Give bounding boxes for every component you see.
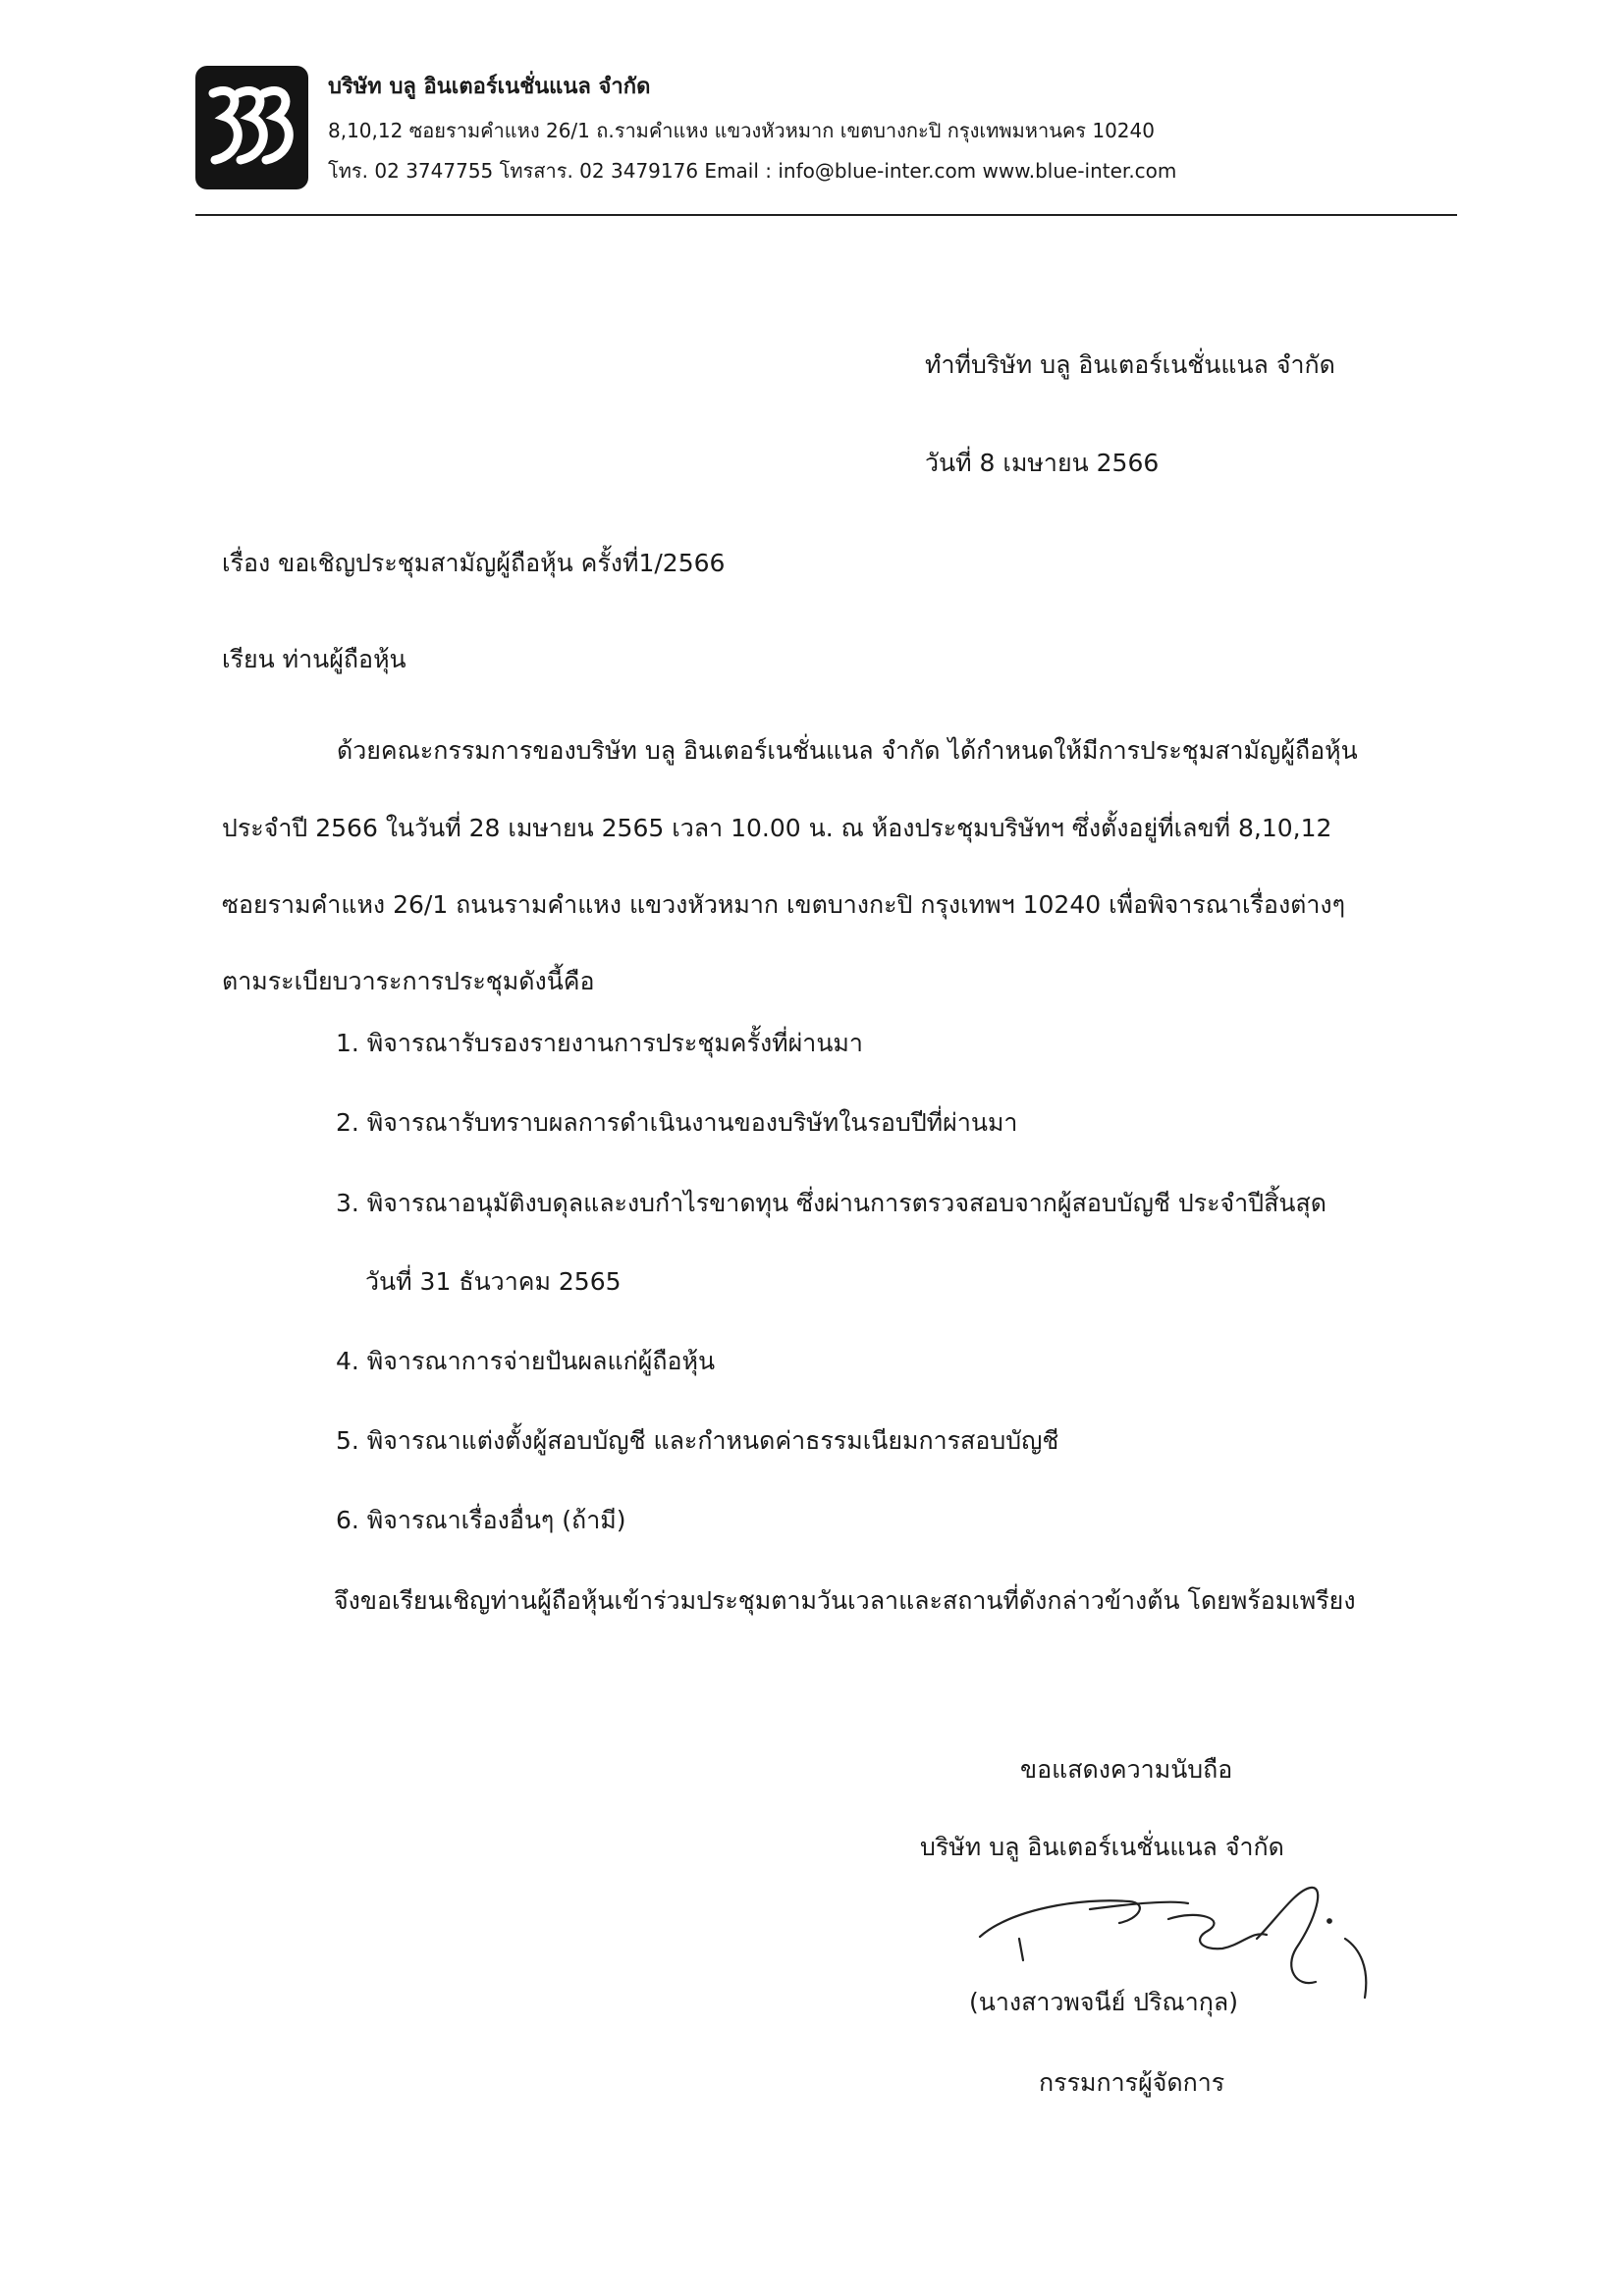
signer-title: กรรมการผู้จัดการ: [1039, 2068, 1225, 2097]
paragraph-line: ด้วยคณะกรรมการของบริษัท บลู อินเตอร์เนชั่นแนล จำกัด ได้กำหนดให้มีการประชุมสามัญผู้ถือหุ้น: [337, 736, 1358, 765]
agenda-item-continuation: วันที่ 31 ธันวาคม 2565: [365, 1267, 622, 1296]
company-name: บริษัท บลู อินเตอร์เนชั่นแนล จำกัด: [328, 75, 651, 99]
agenda-item: 4. พิจารณาการจ่ายปันผลแก่ผู้ถือหุ้น: [336, 1347, 716, 1375]
paragraph-line: ประจำปี 2566 ในวันที่ 28 เมษายน 2565 เวลา 10.00 น. ณ ห้องประชุมบริษัทฯ ซึ่งตั้งอยู่ที่เลขที่ 8,10,12: [222, 814, 1332, 842]
letter-subject: เรื่อง ขอเชิญประชุมสามัญผู้ถือหุ้น ครั้งที่1/2566: [222, 549, 726, 577]
agenda-item: 3. พิจารณาอนุมัติงบดุลและงบกำไรขาดทุน ซึ่งผ่านการตรวจสอบจากผู้สอบบัญชี ประจำปีสิ้นสุด: [336, 1189, 1326, 1217]
bbb-logo-icon: [195, 66, 308, 189]
paragraph-line: ซอยรามคำแหง 26/1 ถนนรามคำแหง แขวงหัวหมาก เขตบางกะปิ กรุงเทพฯ 10240 เพื่อพิจารณาเรื่องต่างๆ: [222, 890, 1346, 919]
signing-company: บริษัท บลู อินเตอร์เนชั่นแนล จำกัด: [920, 1833, 1284, 1861]
letter-salutation: เรียน ท่านผู้ถือหุ้น: [222, 645, 406, 673]
header-divider: [195, 214, 1457, 216]
agenda-item: 6. พิจารณาเรื่องอื่นๆ (ถ้ามี): [336, 1506, 626, 1534]
paragraph-line: ตามระเบียบวาระการประชุมดังนี้คือ: [222, 967, 595, 995]
letter-place: ทำที่บริษัท บลู อินเตอร์เนชั่นแนล จำกัด: [925, 350, 1335, 379]
company-address: 8,10,12 ซอยรามคำแหง 26/1 ถ.รามคำแหง แขวงหัวหมาก เขตบางกะปิ กรุงเทพมหานคร 10240: [328, 119, 1155, 142]
agenda-item: 5. พิจารณาแต่งตั้งผู้สอบบัญชี และกำหนดค่าธรรมเนียมการสอบบัญชี: [336, 1426, 1059, 1455]
regards-line: ขอแสดงความนับถือ: [1020, 1755, 1233, 1784]
logo-graphic: [195, 66, 308, 189]
signer-name: (นางสาวพจนีย์ ปริณากุล): [969, 1988, 1238, 2016]
closing-paragraph: จึงขอเรียนเชิญท่านผู้ถือหุ้นเข้าร่วมประชุมตามวันเวลาและสถานที่ดังกล่าวข้างต้น โดยพร้อมเพรียง: [334, 1586, 1356, 1615]
agenda-item: 1. พิจารณารับรองรายงานการประชุมครั้งที่ผ่านมา: [336, 1029, 863, 1057]
letter-date: วันที่ 8 เมษายน 2566: [925, 449, 1160, 477]
agenda-item: 2. พิจารณารับทราบผลการดำเนินงานของบริษัทในรอบปีที่ผ่านมา: [336, 1108, 1018, 1137]
company-contact: โทร. 02 3747755 โทรสาร. 02 3479176 Email : info@blue-inter.com www.blue-inter.com: [328, 159, 1177, 183]
